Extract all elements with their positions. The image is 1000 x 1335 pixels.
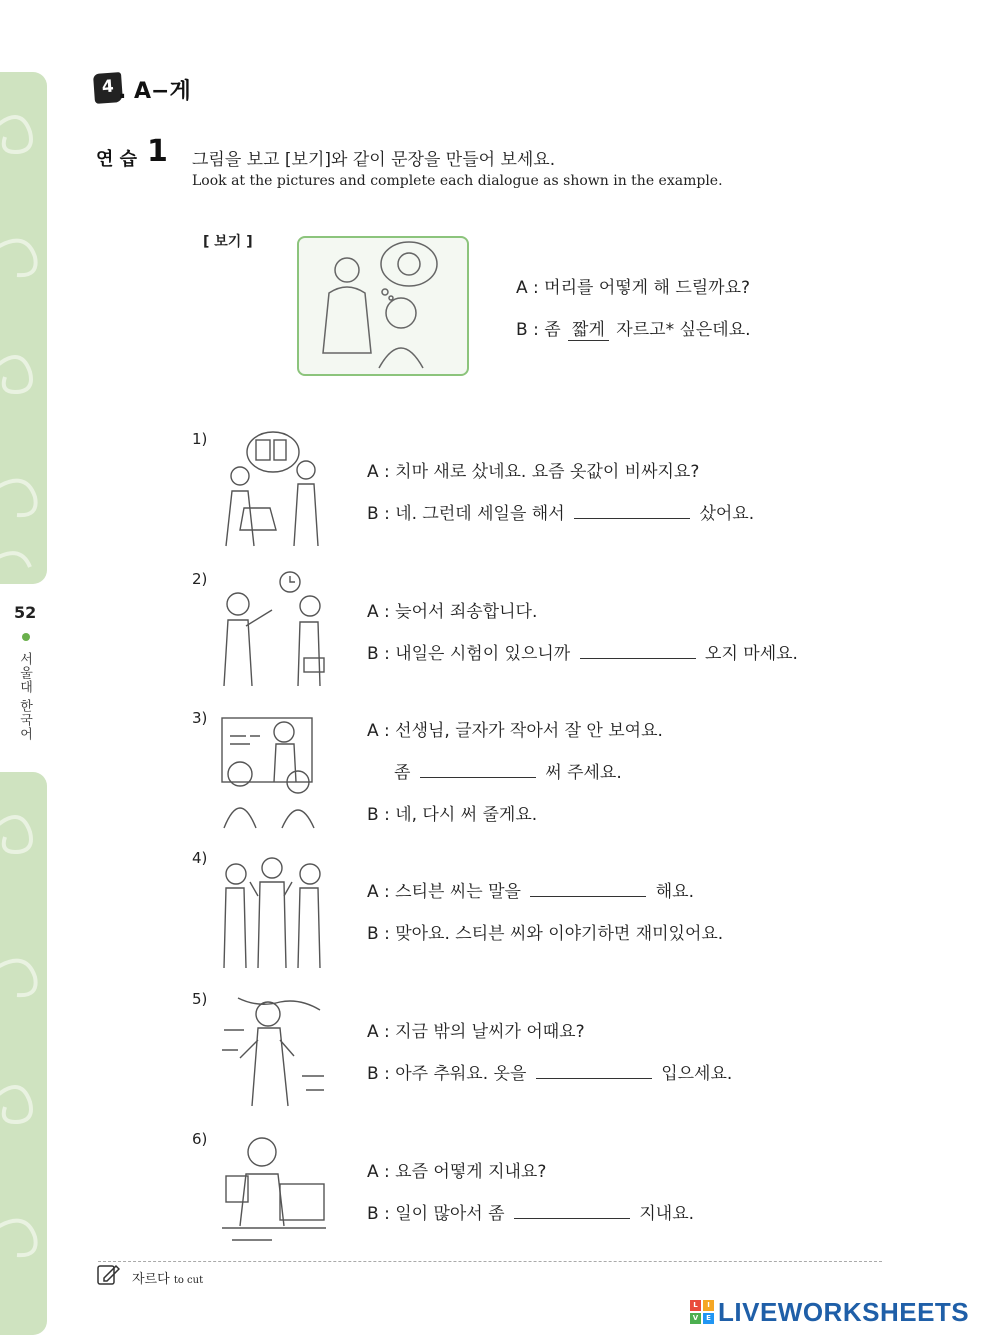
pencil-note-icon xyxy=(96,1262,120,1286)
exercise-label: 연 습 xyxy=(96,149,138,170)
logo-letter: I xyxy=(703,1300,714,1311)
item-4-line-a-prefix: A : 스티븐 씨는 말을 xyxy=(367,882,521,902)
item-2-line-a: A : 늦어서 죄송합니다. xyxy=(367,602,538,622)
item-3-line-a: A : 선생님, 글자가 작아서 잘 안 보여요. xyxy=(367,721,663,741)
side-decoration-band xyxy=(0,72,47,584)
book-title: 서울대 한국어 xyxy=(17,652,32,742)
logo-letter: V xyxy=(690,1313,701,1324)
answer-blank-4[interactable] xyxy=(530,895,646,897)
instruction-english: Look at the pictures and complete each dialogue as shown in the example. xyxy=(192,173,723,189)
item-5-line-b-prefix: B : 아주 추워요. 옷을 xyxy=(367,1064,527,1084)
section-title: . A−게 xyxy=(118,79,191,104)
answer-blank-3[interactable] xyxy=(420,776,536,778)
item-6-line-a: A : 요즘 어떻게 지내요? xyxy=(367,1162,547,1182)
vocab-english: to cut xyxy=(173,1275,204,1286)
item-2-line-b-suffix: 오지 마세요. xyxy=(705,644,798,664)
item-5-line-b-suffix: 입으세요. xyxy=(661,1064,733,1084)
answer-blank-5[interactable] xyxy=(536,1077,652,1079)
vocab-note xyxy=(132,1268,203,1287)
exercise-number: 1 xyxy=(147,134,168,169)
item-number: 4) xyxy=(192,849,208,867)
example-line-b-prefix: B : 좀 xyxy=(516,320,561,340)
illustration-skirt-shopping xyxy=(218,430,328,548)
item-number: 3) xyxy=(192,709,208,727)
illustration-friends-talking xyxy=(218,852,328,970)
liveworksheets-brand xyxy=(690,1297,969,1327)
item-number: 6) xyxy=(192,1130,208,1148)
bullet-dot-icon xyxy=(22,633,30,641)
section-number: 4 xyxy=(101,76,115,98)
item-number: 5) xyxy=(192,990,208,1008)
illustration-late-student xyxy=(218,570,328,688)
item-4-line-a xyxy=(367,877,694,902)
item-4-line-b: B : 맞아요. 스티븐 씨와 이야기하면 재미있어요. xyxy=(367,924,724,944)
item-2-line-b-prefix: B : 내일은 시험이 있으니까 xyxy=(367,644,571,664)
vocab-korean: 자르다 xyxy=(132,1272,170,1287)
example-line-b-suffix: 자르고* 싶은데요. xyxy=(616,320,751,340)
illustration-classroom-board xyxy=(218,712,328,830)
logo-letter: E xyxy=(703,1313,714,1324)
example-illustration-hair-salon xyxy=(297,236,469,376)
item-6-line-b-suffix: 지내요. xyxy=(639,1204,695,1224)
item-number: 2) xyxy=(192,570,208,588)
item-1-line-b xyxy=(367,499,754,524)
illustration-busy-office-worker xyxy=(218,1130,328,1248)
example-tag: [ 보기 ] xyxy=(203,234,253,250)
instruction-korean: 그림을 보고 [보기]와 같이 문장을 만들어 보세요. xyxy=(192,150,556,170)
item-1-line-b-suffix: 샀어요. xyxy=(699,504,755,524)
item-5-line-a: A : 지금 밖의 날씨가 어때요? xyxy=(367,1022,585,1042)
liveworksheets-logo-icon xyxy=(690,1300,714,1324)
item-4-line-a-suffix: 해요. xyxy=(655,882,694,902)
answer-blank-2[interactable] xyxy=(580,657,696,659)
item-6-line-b xyxy=(367,1199,694,1224)
item-3-line-b: B : 네, 다시 써 줄게요. xyxy=(367,805,538,825)
item-6-line-b-prefix: B : 일이 많아서 좀 xyxy=(367,1204,505,1224)
example-answer: 짧게 xyxy=(568,315,609,341)
vocab-divider xyxy=(98,1261,882,1262)
item-number: 1) xyxy=(192,430,208,448)
item-3-line-a2-prefix: 좀 xyxy=(394,763,411,783)
answer-blank-1[interactable] xyxy=(574,517,690,519)
illustration-cold-windy-weather xyxy=(218,990,328,1108)
item-3-line-a2 xyxy=(394,758,622,783)
answer-blank-6[interactable] xyxy=(514,1217,630,1219)
brand-name: LIVEWORKSHEETS xyxy=(718,1296,970,1327)
side-decoration-band-lower xyxy=(0,772,47,1335)
item-2-line-b xyxy=(367,639,798,664)
item-3-line-a2-suffix: 써 주세요. xyxy=(545,763,622,783)
item-5-line-b xyxy=(367,1059,732,1084)
example-line-a: A : 머리를 어떻게 해 드릴까요? xyxy=(516,278,751,298)
item-1-line-b-prefix: B : 네. 그런데 세일을 해서 xyxy=(367,504,565,524)
logo-letter: L xyxy=(690,1300,701,1311)
example-line-b xyxy=(516,315,751,341)
item-1-line-a: A : 치마 새로 샀네요. 요즘 옷값이 비싸지요? xyxy=(367,462,700,482)
page-number: 52 xyxy=(14,603,37,622)
